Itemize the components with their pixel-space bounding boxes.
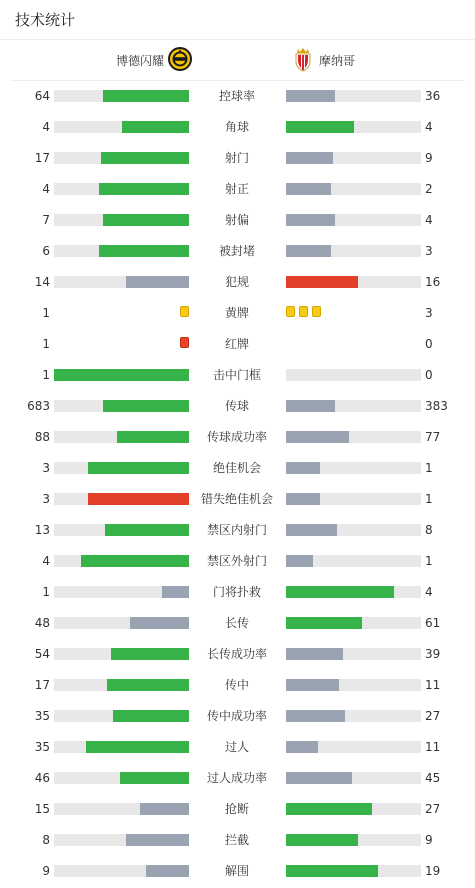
yellow-card-icon <box>312 306 321 317</box>
away-bar-track <box>286 772 421 784</box>
away-bar-fill <box>286 493 320 505</box>
home-bar-fill <box>120 772 189 784</box>
away-value: 45 <box>425 771 441 785</box>
stat-label: 角球 <box>224 120 249 134</box>
home-bar-fill <box>111 648 189 660</box>
stat-row <box>0 484 475 515</box>
home-bar-fill <box>54 369 189 381</box>
stat-row <box>0 608 475 639</box>
home-value: 35 <box>34 740 50 754</box>
home-value: 683 <box>27 399 50 413</box>
stat-label: 禁区外射门 <box>206 554 267 568</box>
stat-row <box>0 205 475 236</box>
home-bar-track <box>54 400 189 412</box>
away-bar-fill <box>286 121 354 133</box>
home-bar-track <box>54 214 189 226</box>
away-bar-track <box>286 369 421 381</box>
away-value: 2 <box>425 182 433 196</box>
away-bar-fill <box>286 400 335 412</box>
away-value: 36 <box>425 89 441 103</box>
away-value: 383 <box>425 399 448 413</box>
stat-label: 抢断 <box>224 802 249 816</box>
home-bar-track <box>54 834 189 846</box>
stat-label: 错失绝佳机会 <box>200 492 273 506</box>
stat-row <box>0 639 475 670</box>
page-title: 技术统计 <box>15 11 76 29</box>
away-value: 27 <box>425 802 441 816</box>
stat-row <box>0 670 475 701</box>
stat-label: 射偏 <box>224 213 249 227</box>
away-value: 61 <box>425 616 441 630</box>
home-bar-track <box>54 245 189 257</box>
home-bar-track <box>54 803 189 815</box>
away-value: 1 <box>425 554 433 568</box>
stat-row <box>0 856 475 887</box>
stat-row <box>0 174 475 205</box>
away-value: 8 <box>425 523 433 537</box>
yellow-card-icon <box>180 306 189 317</box>
away-bar-track <box>286 400 421 412</box>
home-bar-track <box>54 493 189 505</box>
home-value: 3 <box>42 461 50 475</box>
stat-label: 门将扑救 <box>212 585 261 599</box>
home-bar-fill <box>103 400 189 412</box>
home-value: 15 <box>34 802 50 816</box>
stat-label: 过人 <box>224 740 249 754</box>
teams-header <box>10 40 465 81</box>
home-bar-fill <box>126 834 189 846</box>
away-team[interactable] <box>292 40 355 81</box>
home-value: 3 <box>42 492 50 506</box>
stat-label: 长传 <box>224 616 249 630</box>
yellow-card-icon <box>299 306 308 317</box>
home-bar-fill <box>103 90 189 102</box>
away-bar-fill <box>286 524 337 536</box>
home-bar-fill <box>86 741 189 753</box>
home-bar-track <box>54 121 189 133</box>
home-value: 9 <box>42 864 50 878</box>
home-value: 1 <box>42 368 50 382</box>
home-team[interactable] <box>116 40 193 81</box>
home-bar-fill <box>103 214 189 226</box>
stat-label: 绝佳机会 <box>212 461 261 475</box>
away-bar-track <box>286 834 421 846</box>
stat-label: 传中成功率 <box>206 709 267 723</box>
stat-row <box>0 422 475 453</box>
away-bar-track <box>286 586 421 598</box>
home-bar-fill <box>140 803 189 815</box>
home-bar-track <box>54 183 189 195</box>
home-bar-fill <box>146 865 189 877</box>
stat-row <box>0 515 475 546</box>
stat-row <box>0 112 475 143</box>
stat-row <box>0 143 475 174</box>
stat-row <box>0 701 475 732</box>
home-cards <box>180 306 189 317</box>
away-value: 19 <box>425 864 441 878</box>
away-bar-fill <box>286 462 320 474</box>
stats-list <box>0 81 475 887</box>
stat-label: 过人成功率 <box>206 771 267 785</box>
home-value: 1 <box>42 306 50 320</box>
away-value: 27 <box>425 709 441 723</box>
home-bar-fill <box>117 431 189 443</box>
home-bar-track <box>54 772 189 784</box>
home-value: 1 <box>42 337 50 351</box>
home-bar-fill <box>88 462 189 474</box>
stat-label: 黄牌 <box>224 306 249 320</box>
home-bar-fill <box>105 524 189 536</box>
away-value: 11 <box>425 740 441 754</box>
stat-row <box>0 360 475 391</box>
away-value: 0 <box>425 337 433 351</box>
home-bar-fill <box>130 617 189 629</box>
stat-row <box>0 391 475 422</box>
page-header <box>0 0 475 40</box>
home-bar-track <box>54 555 189 567</box>
home-value: 46 <box>34 771 50 785</box>
home-bar-track <box>54 741 189 753</box>
stat-label: 被封堵 <box>218 244 255 258</box>
away-bar-track <box>286 276 421 288</box>
away-bar-fill <box>286 834 358 846</box>
away-value: 11 <box>425 678 441 692</box>
stat-label: 击中门框 <box>212 368 261 382</box>
stat-row <box>0 329 475 360</box>
away-bar-track <box>286 524 421 536</box>
monaco-crest-icon <box>292 46 314 75</box>
yellow-card-icon <box>286 306 295 317</box>
away-bar-fill <box>286 152 333 164</box>
away-value: 4 <box>425 213 433 227</box>
home-bar-track <box>54 276 189 288</box>
stat-row <box>0 453 475 484</box>
stat-label: 长传成功率 <box>206 647 267 661</box>
away-value: 1 <box>425 492 433 506</box>
stat-row <box>0 267 475 298</box>
away-value: 1 <box>425 461 433 475</box>
home-bar-track <box>54 865 189 877</box>
away-value: 3 <box>425 244 433 258</box>
home-bar-fill <box>81 555 189 567</box>
away-bar-fill <box>286 586 394 598</box>
away-bar-fill <box>286 710 345 722</box>
home-bar-track <box>54 617 189 629</box>
home-bar-track <box>54 152 189 164</box>
home-cards <box>180 337 189 348</box>
away-value: 4 <box>425 585 433 599</box>
away-team-name: 摩纳哥 <box>319 54 356 68</box>
away-bar-track <box>286 121 421 133</box>
stat-label: 拦截 <box>224 833 249 847</box>
away-bar-track <box>286 710 421 722</box>
stat-row <box>0 546 475 577</box>
away-bar-fill <box>286 617 362 629</box>
stat-label: 控球率 <box>218 89 255 103</box>
home-value: 48 <box>34 616 50 630</box>
home-bar-fill <box>113 710 189 722</box>
home-value: 7 <box>42 213 50 227</box>
home-bar-fill <box>88 493 189 505</box>
stat-label: 解围 <box>224 864 249 878</box>
home-bar-track <box>54 462 189 474</box>
away-value: 0 <box>425 368 433 382</box>
stat-row <box>0 794 475 825</box>
red-card-icon <box>180 337 189 348</box>
away-value: 4 <box>425 120 433 134</box>
away-bar-fill <box>286 214 335 226</box>
away-bar-fill <box>286 183 331 195</box>
home-value: 17 <box>34 678 50 692</box>
away-bar-track <box>286 462 421 474</box>
away-value: 77 <box>425 430 441 444</box>
away-cards <box>286 306 321 317</box>
home-value: 14 <box>34 275 50 289</box>
away-value: 9 <box>425 833 433 847</box>
home-bar-fill <box>126 276 189 288</box>
home-bar-track <box>54 524 189 536</box>
away-value: 9 <box>425 151 433 165</box>
home-value: 17 <box>34 151 50 165</box>
home-team-name: 博德闪耀 <box>115 54 164 68</box>
stat-row <box>0 577 475 608</box>
away-bar-fill <box>286 865 378 877</box>
away-bar-track <box>286 245 421 257</box>
away-bar-fill <box>286 803 372 815</box>
home-bar-track <box>54 90 189 102</box>
away-bar-track <box>286 90 421 102</box>
away-bar-track <box>286 679 421 691</box>
away-bar-fill <box>286 431 349 443</box>
away-bar-fill <box>286 276 358 288</box>
home-value: 6 <box>42 244 50 258</box>
home-bar-track <box>54 586 189 598</box>
stat-label: 禁区内射门 <box>206 523 267 537</box>
home-bar-fill <box>99 183 189 195</box>
away-bar-track <box>286 493 421 505</box>
home-bar-fill <box>99 245 189 257</box>
home-bar-track <box>54 710 189 722</box>
home-value: 88 <box>34 430 50 444</box>
home-value: 1 <box>42 585 50 599</box>
away-bar-fill <box>286 679 339 691</box>
away-bar-fill <box>286 245 331 257</box>
away-bar-track <box>286 183 421 195</box>
stat-label: 红牌 <box>224 337 249 351</box>
away-bar-track <box>286 648 421 660</box>
home-bar-track <box>54 369 189 381</box>
away-bar-track <box>286 152 421 164</box>
away-bar-fill <box>286 555 313 567</box>
away-bar-fill <box>286 648 343 660</box>
home-bar-track <box>54 431 189 443</box>
stat-row <box>0 763 475 794</box>
stat-row <box>0 81 475 112</box>
away-value: 39 <box>425 647 441 661</box>
stat-row <box>0 825 475 856</box>
home-value: 35 <box>34 709 50 723</box>
home-bar-fill <box>101 152 189 164</box>
away-value: 3 <box>425 306 433 320</box>
away-value: 16 <box>425 275 441 289</box>
home-bar-track <box>54 679 189 691</box>
home-value: 54 <box>34 647 50 661</box>
stat-row <box>0 732 475 763</box>
home-value: 4 <box>42 554 50 568</box>
stat-row <box>0 298 475 329</box>
home-value: 8 <box>42 833 50 847</box>
home-bar-fill <box>122 121 190 133</box>
bodo-glimt-crest-icon <box>167 46 193 75</box>
home-value: 4 <box>42 120 50 134</box>
home-value: 13 <box>34 523 50 537</box>
away-bar-fill <box>286 741 318 753</box>
away-bar-fill <box>286 90 335 102</box>
home-bar-fill <box>107 679 189 691</box>
away-bar-track <box>286 555 421 567</box>
home-value: 64 <box>34 89 50 103</box>
away-bar-track <box>286 431 421 443</box>
stat-label: 射正 <box>224 182 249 196</box>
home-bar-track <box>54 648 189 660</box>
away-bar-track <box>286 865 421 877</box>
away-bar-track <box>286 741 421 753</box>
away-bar-fill <box>286 772 352 784</box>
stat-label: 传球成功率 <box>206 430 267 444</box>
stat-label: 犯规 <box>224 275 249 289</box>
home-value: 4 <box>42 182 50 196</box>
away-bar-track <box>286 803 421 815</box>
away-bar-track <box>286 214 421 226</box>
stat-label: 传球 <box>224 399 249 413</box>
stat-label: 传中 <box>224 678 249 692</box>
stat-row <box>0 236 475 267</box>
away-bar-track <box>286 617 421 629</box>
stat-label: 射门 <box>224 151 249 165</box>
home-bar-fill <box>162 586 189 598</box>
